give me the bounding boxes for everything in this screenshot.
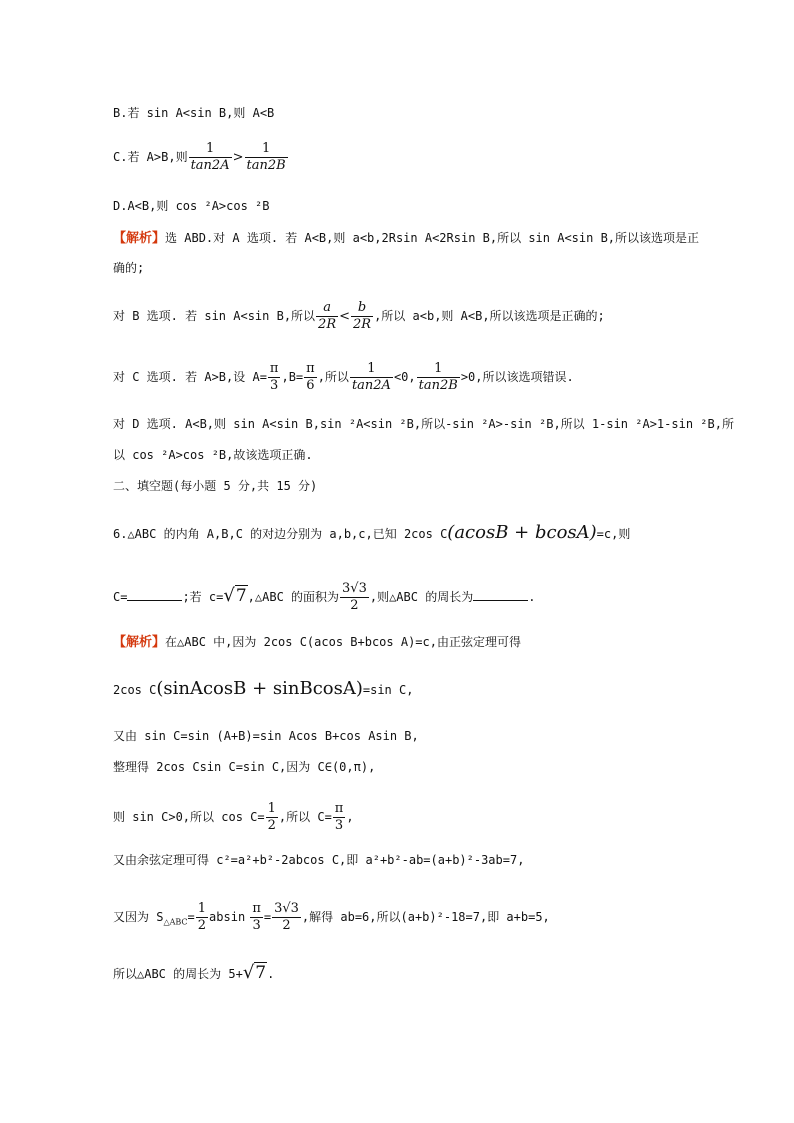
fraction: $\frac{3√3}{2}$ bbox=[274, 901, 299, 933]
analysis-line-1b: 确的; bbox=[113, 261, 145, 275]
solution-line-2: 2cos C(sinAcosB + sinBcosA)=sin C, bbox=[113, 678, 414, 699]
analysis-line-4b: 以 cos ²A>cos ²B,故该选项正确. bbox=[113, 448, 313, 462]
solution-line-4: 整理得 2cos Csin C=sin C,因为 C∈(0,π), bbox=[113, 760, 376, 774]
fraction: $\frac{\pi}{3}$ bbox=[269, 361, 279, 393]
solution-line-8: 所以△ABC 的周长为 5+√7. bbox=[113, 962, 275, 983]
fraction: $\frac{\pi}{3}$ bbox=[252, 901, 261, 933]
solution-line-3: 又由 sin C=sin (A+B)=sin Acos B+cos Asin B, bbox=[113, 729, 419, 743]
sqrt: √7 bbox=[242, 962, 267, 983]
analysis-tag: 【解析】 bbox=[113, 231, 166, 246]
solution-line-7: 又因为 $S_{\triangle ABC}=$ $\frac{1}{2}$ absin $\frac{\pi}{3}$ = $\frac{3√3}{2}$ ,解得 ab=6,所以(a+b)²-18=7,即 a+b=5, bbox=[113, 901, 550, 933]
fraction: $\frac{1}{\tan 2A}$ bbox=[351, 361, 391, 393]
analysis-line-4: 对 D 选项. A<B,则 sin A<sin B,sin ²A<sin ²B,所以-sin ²A>-sin ²B,所以 1-sin ²A>1-sin ²B,所 bbox=[113, 417, 734, 431]
fraction: $\frac{1}{\tan 2B}$ bbox=[246, 141, 286, 173]
fraction: $\frac{3√3}{2}$ bbox=[342, 581, 367, 613]
sqrt: √7 bbox=[223, 585, 247, 606]
solution-line-5: 则 sin C>0,所以 cos C= $\frac{1}{2}$ ,所以 C= $\frac{\pi}{3}$ , bbox=[113, 801, 354, 833]
question-6-line-1: 6.△ABC 的内角 A,B,C 的对边分别为 a,b,c,已知 2cos C(acosB + bcosA)=c,则 bbox=[113, 522, 631, 543]
option-c: C.若 A>B,则 $\frac{1}{\tan 2A}$ > $\frac{1}{\tan 2B}$ bbox=[113, 141, 286, 173]
solution-line-6: 又由余弦定理可得 c²=a²+b²-2abcos C,即 a²+b²-ab=(a+b)²-3ab=7, bbox=[113, 853, 525, 867]
section-heading: 二、填空题(每小题 5 分,共 15 分) bbox=[113, 479, 318, 493]
analysis-line-3: 对 C 选项. 若 A>B,设 A= $\frac{\pi}{3}$ ,B= $\frac{\pi}{6}$ ,所以 $\frac{1}{\tan 2A}$ <0, $\frac{1}{\tan 2B}$ >0,所以该选项错误. bbox=[113, 361, 574, 393]
analysis-line-1: 【解析】选 ABD.对 A 选项. 若 A<B,则 a<b,2Rsin A<2Rsin B,所以 sin A<sin B,所以该选项是正 bbox=[113, 231, 700, 246]
fraction: $\frac{1}{2}$ bbox=[267, 801, 276, 833]
analysis-tag: 【解析】 bbox=[113, 635, 166, 650]
fraction: $\frac{1}{2}$ bbox=[197, 901, 207, 933]
solution-line-1: 【解析】在△ABC 中,因为 2cos C(acos B+bcos A)=c,由正弦定理可得 bbox=[113, 635, 521, 650]
fraction: $\frac{b}{2R}$ bbox=[353, 300, 372, 332]
fraction: $\frac{a}{2R}$ bbox=[318, 300, 337, 332]
answer-blank[interactable] bbox=[127, 588, 182, 601]
question-6-line-2: C= ;若 c=√7,△ABC 的面积为 $\frac{3√3}{2}$ ,则△ABC 的周长为 . bbox=[113, 581, 536, 613]
fraction: $\frac{1}{\tan 2B}$ bbox=[418, 361, 458, 393]
option-d: D.A<B,则 cos ²A>cos ²B bbox=[113, 199, 270, 213]
fraction: $\frac{\pi}{6}$ bbox=[306, 361, 315, 393]
option-b: B.若 sin A<sin B,则 A<B bbox=[113, 106, 275, 120]
analysis-line-2: 对 B 选项. 若 sin A<sin B,所以 $\frac{a}{2R}$ < $\frac{b}{2R}$ ,所以 a<b,则 A<B,所以该选项是正确的; bbox=[113, 300, 605, 332]
fraction: $\frac{\pi}{3}$ bbox=[334, 801, 344, 833]
fraction: $\frac{1}{\tan 2A}$ bbox=[190, 141, 230, 173]
answer-blank[interactable] bbox=[473, 588, 528, 601]
